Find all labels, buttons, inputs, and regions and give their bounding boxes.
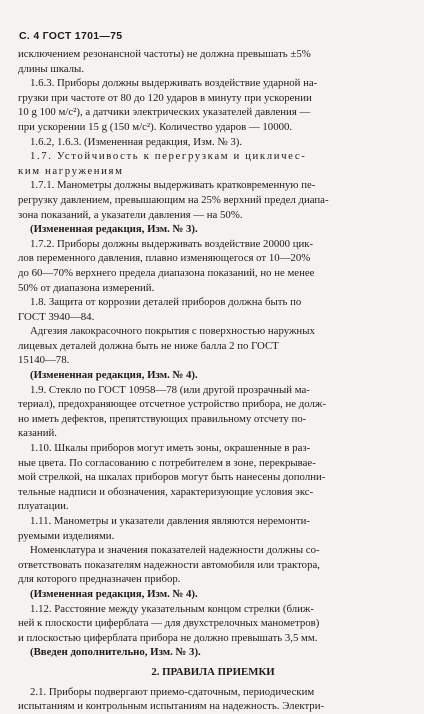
text-line: мой стрелкой, на шкалах приборов могут быть нанесены дополни- bbox=[18, 471, 326, 484]
text-line: лов переменного давления, плавно изменяющегося от 10—20% bbox=[18, 252, 311, 265]
amendment-note: (Измененная редакция, Изм. № 4). bbox=[30, 587, 198, 600]
text-line: длины шкалы. bbox=[18, 62, 85, 75]
text-line: при ускорении 15 g (150 м/с²). Количество ударов — 10000. bbox=[18, 120, 293, 133]
text-line: тельные надписи и обозначения, характеризующие условия экс- bbox=[18, 485, 314, 498]
text-line: но иметь дефектов, препятствующих правильному отсчету по- bbox=[18, 412, 307, 425]
text-line: плуатации. bbox=[18, 500, 69, 513]
text-line: казаний. bbox=[18, 427, 57, 440]
page-header: С. 4 ГОСТ 1701—75 bbox=[19, 30, 123, 42]
text-line: исключением резонансной частоты) не должна превышать ±5% bbox=[18, 48, 311, 60]
text-line: испытаниям и контрольным испытаниям на надежность. Электри- bbox=[18, 700, 325, 713]
amendment-note: 1.6.2, 1.6.3. (Измененная редакция, Изм. № 3). bbox=[30, 135, 243, 148]
text-line: Адгезия лакокрасочного покрытия с поверхностью наружных bbox=[30, 325, 315, 338]
text-line: 2.1. Приборы подвергают приемо-сдаточным, периодическим bbox=[30, 685, 315, 698]
text-line: 1.7.1. Манометры должны выдерживать кратковременную пе- bbox=[30, 179, 316, 192]
section-heading: 1.7. Устойчивость к перегрузкам и цикличес- bbox=[30, 150, 307, 163]
document-body bbox=[18, 47, 408, 714]
text-line: 1.11. Манометры и указатели давления являются неремонти- bbox=[30, 515, 310, 527]
text-line: ные цвета. По согласованию с потребителем в зоне, перекрывае- bbox=[18, 456, 316, 469]
text-line: грузки при частоте от 80 до 120 ударов в минуту при ускорении bbox=[18, 91, 312, 104]
text-line: 1.8. Защита от коррозии деталей приборов должна быть по bbox=[30, 296, 302, 309]
text-line: лицевых деталей должна быть не ниже балла 2 по ГОСТ bbox=[18, 339, 279, 352]
text-line: 1.7.2. Приборы должны выдерживать воздействие 20000 цик- bbox=[30, 237, 314, 250]
text-line: териал), предохраняющее отсчетное устройство прибора, не долж- bbox=[18, 398, 326, 411]
text-line: 10 g 100 м/с²), а датчики электрических указателей давления — bbox=[18, 106, 311, 119]
text-line: регрузку давлением, превышающим на 25% верхний предел диапа- bbox=[18, 193, 329, 206]
section-heading: ким нагружениям bbox=[18, 164, 124, 177]
section-title: 2. ПРАВИЛА ПРИЕМКИ bbox=[151, 665, 275, 678]
amendment-note: (Измененная редакция, Изм. № 4). bbox=[30, 369, 198, 382]
text-line: 1.9. Стекло по ГОСТ 10958—78 (или другой прозрачный ма- bbox=[30, 383, 310, 396]
text-line: Номенклатура и значения показателей надежности должны со- bbox=[30, 544, 320, 557]
text-line: ней к плоскости циферблата — для двухстрелочных манометров) bbox=[18, 617, 320, 630]
text-line: и плоскостью циферблата прибора не должно превышать 3,5 мм. bbox=[18, 631, 318, 644]
text-line: до 60—70% верхнего предела диапазона показаний, но не менее bbox=[18, 266, 315, 279]
text-line: ГОСТ 3940—84. bbox=[18, 310, 95, 323]
text-line: для которого предназначен прибор. bbox=[18, 573, 181, 586]
text-line: ответствовать показателям надежности автомобиля или трактора, bbox=[18, 558, 320, 571]
amendment-note: (Введен дополнительно, Изм. № 3). bbox=[30, 646, 201, 659]
text-line: 50% от диапазона измерений. bbox=[18, 281, 155, 294]
text-line: зона показаний, а указатели давления — на 50%. bbox=[18, 208, 243, 221]
text-line: 15140—78. bbox=[18, 354, 70, 367]
text-line: 1.10. Шкалы приборов могут иметь зоны, окрашенные в раз- bbox=[30, 442, 311, 455]
text-line: руемыми изделиями. bbox=[18, 529, 115, 542]
text-line: 1.6.3. Приборы должны выдерживать воздействие ударной на- bbox=[30, 77, 318, 90]
text-line: 1.12. Расстояние между указательным концом стрелки (ближ- bbox=[30, 602, 314, 615]
amendment-note: (Измененная редакция, Изм. № 3). bbox=[30, 223, 198, 236]
